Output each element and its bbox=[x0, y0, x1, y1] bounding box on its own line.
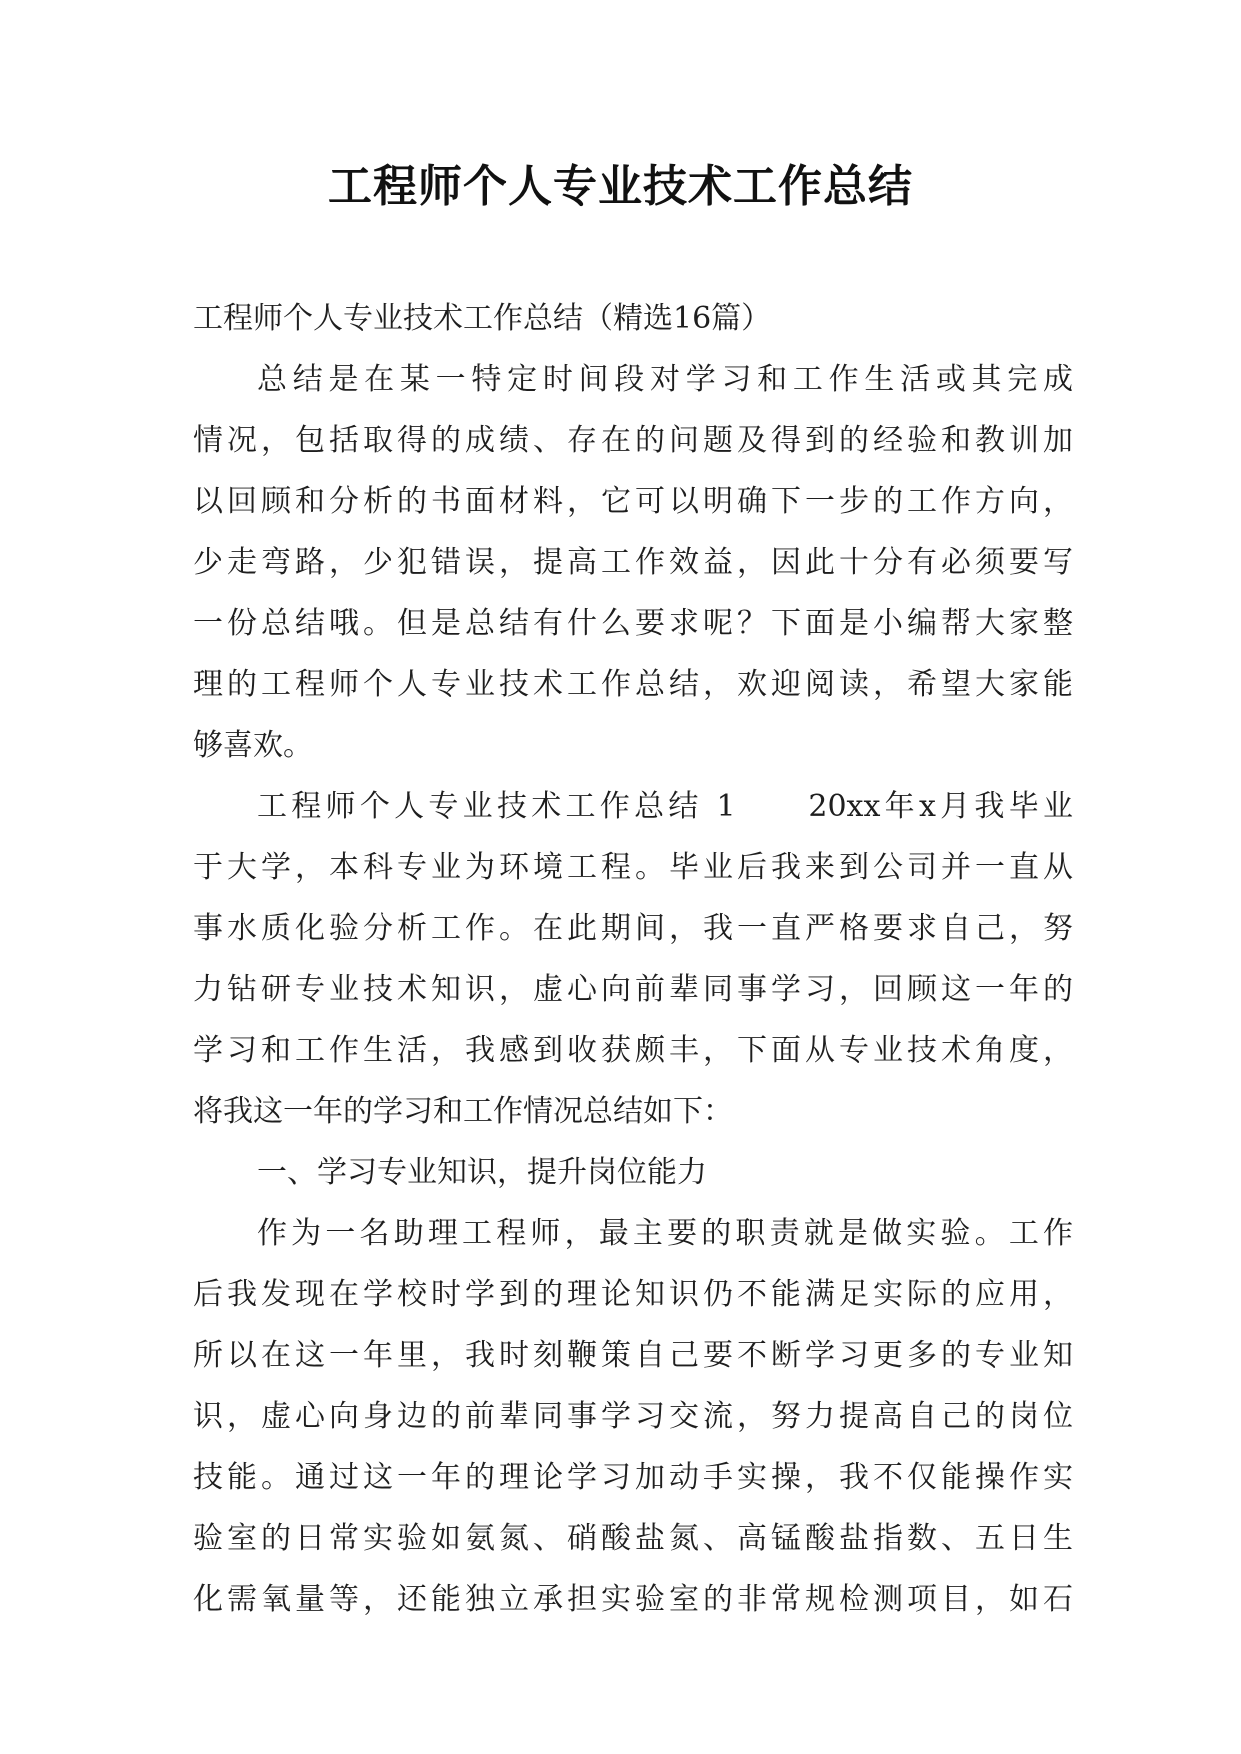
paragraph-line: 作为一名助理工程师，最主要的职责就是做实验。工作 bbox=[257, 1216, 1073, 1251]
document-body bbox=[193, 288, 1073, 1630]
paragraph-line: 化需氧量等，还能独立承担实验室的非常规检测项目，如石 bbox=[193, 1582, 1073, 1617]
document-title: 工程师个人专业技术工作总结 bbox=[328, 161, 913, 212]
paragraph-line: 总结是在某一特定时间段对学习和工作生活或其完成 bbox=[257, 362, 1073, 397]
paragraph-line: 技能。通过这一年的理论学习加动手实操，我不仅能操作实 bbox=[193, 1460, 1073, 1495]
paragraph-line: 后我发现在学校时学到的理论知识仍不能满足实际的应用， bbox=[193, 1277, 1073, 1312]
paragraph-line: 少走弯路，少犯错误，提高工作效益，因此十分有必须要写 bbox=[193, 545, 1073, 580]
paragraph-line: 事水质化验分析工作。在此期间，我一直严格要求自己，努 bbox=[193, 911, 1073, 946]
paragraph-line: 所以在这一年里，我时刻鞭策自己要不断学习更多的专业知 bbox=[193, 1338, 1073, 1373]
paragraph-line: 够喜欢。 bbox=[193, 728, 313, 763]
paragraph-line: 理的工程师个人专业技术工作总结，欢迎阅读，希望大家能 bbox=[193, 667, 1073, 702]
paragraph-line: 验室的日常实验如氨氮、硝酸盐氮、高锰酸盐指数、五日生 bbox=[193, 1521, 1073, 1556]
paragraph-line: 工程师个人专业技术工作总结 1 20xx年x月我毕业 bbox=[257, 789, 1073, 824]
paragraph-line: 识，虚心向身边的前辈同事学习交流，努力提高自己的岗位 bbox=[193, 1399, 1073, 1434]
section-heading: 一、学习专业知识，提升岗位能力 bbox=[257, 1155, 707, 1190]
document-subtitle-line: 工程师个人专业技术工作总结（精选16篇） bbox=[193, 301, 772, 336]
paragraph-line: 于大学，本科专业为环境工程。毕业后我来到公司并一直从 bbox=[193, 850, 1073, 885]
paragraph-line: 将我这一年的学习和工作情况总结如下： bbox=[193, 1094, 733, 1129]
paragraph-line: 一份总结哦。但是总结有什么要求呢？下面是小编帮大家整 bbox=[193, 606, 1073, 641]
paragraph-line: 以回顾和分析的书面材料，它可以明确下一步的工作方向， bbox=[193, 484, 1073, 519]
paragraph-line: 学习和工作生活，我感到收获颇丰，下面从专业技术角度， bbox=[193, 1033, 1073, 1068]
paragraph-line: 情况，包括取得的成绩、存在的问题及得到的经验和教训加 bbox=[193, 423, 1073, 458]
paragraph-line: 力钻研专业技术知识，虚心向前辈同事学习，回顾这一年的 bbox=[193, 972, 1073, 1007]
